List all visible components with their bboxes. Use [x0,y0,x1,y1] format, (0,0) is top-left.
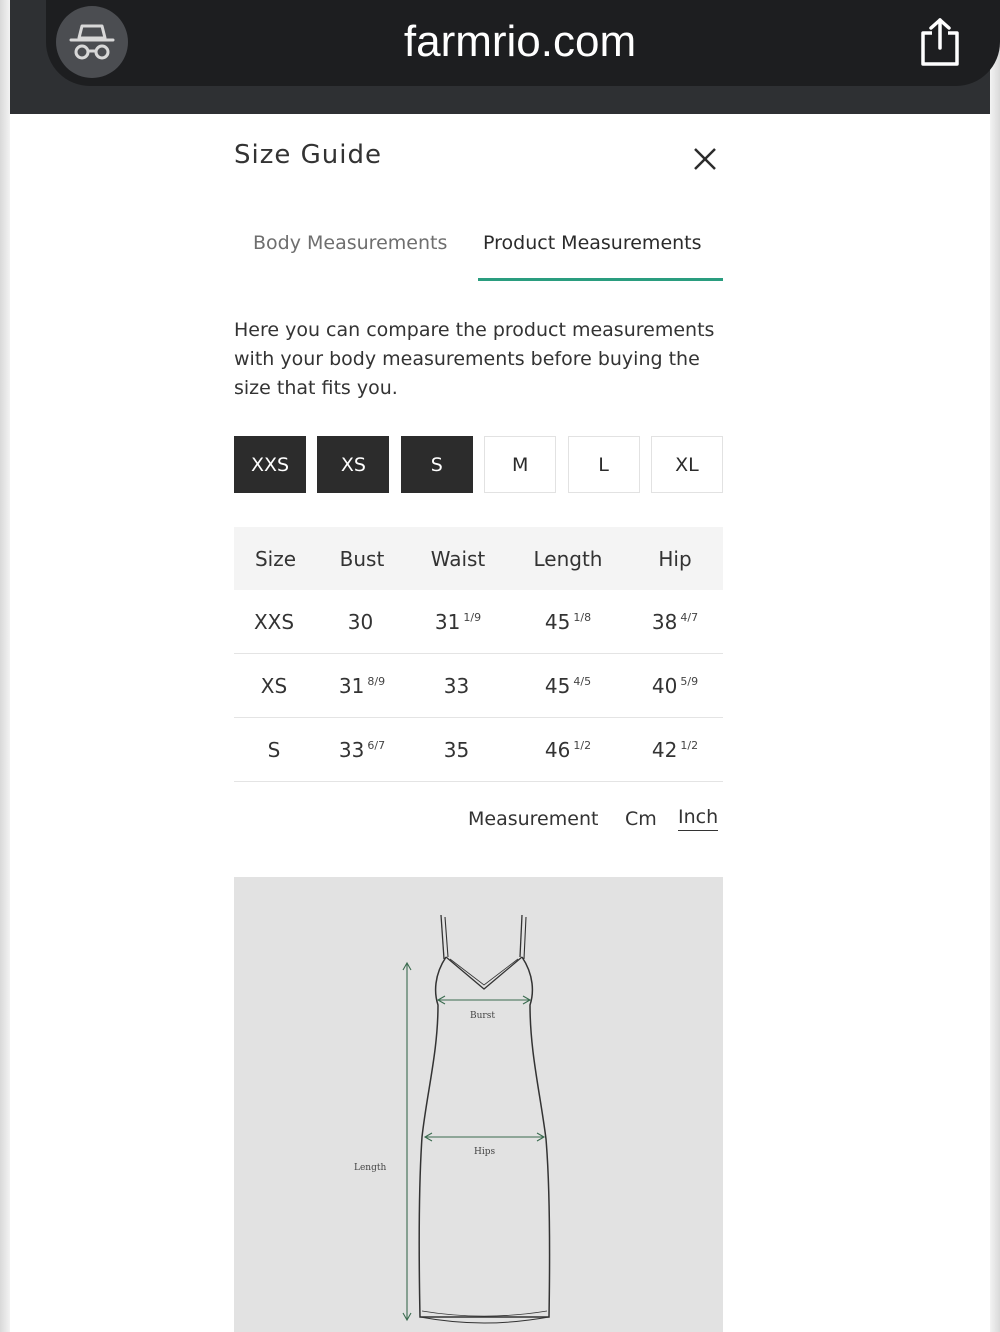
size-button-m[interactable]: M [484,436,556,493]
tab-product-measurements[interactable]: Product Measurements [483,232,702,254]
modal-title: Size Guide [234,140,382,170]
table-cell [317,610,407,634]
page-edge-right [990,0,1000,1332]
active-tab-indicator [478,278,723,281]
size-button-l[interactable]: L [568,436,640,493]
column-header: Waist [430,546,486,571]
cell-value: S [267,737,281,762]
size-selector [234,436,723,494]
cell-value: 35 [443,737,470,762]
column-header: Size [254,546,297,571]
column-header: Bust [339,546,385,571]
cell-fraction: 4/5 [573,674,592,688]
unit-option-inch[interactable]: Inch [678,804,718,831]
close-button[interactable] [688,142,722,176]
size-button-s[interactable]: S [401,436,473,493]
size-button-xs[interactable]: XS [317,436,389,493]
table-row [234,654,723,718]
table-row [234,718,723,782]
cell-fraction: 1/9 [463,610,482,624]
tab-body-measurements[interactable]: Body Measurements [253,232,448,254]
table-cell [234,610,317,634]
cell-fraction: 5/9 [680,674,699,688]
dress-illustration [234,877,723,1332]
table-cell [407,738,509,762]
length-label: Length [354,1163,387,1173]
table-cell [407,674,509,698]
size-guide-description: Here you can compare the product measurements with your body measurements before buying the size that fits you. [234,319,715,399]
cell-value: 38 [651,609,678,634]
table-cell [317,738,407,762]
table-header-row [234,527,723,590]
dress-measurement-diagram [234,877,723,1332]
page-edge-left [0,0,10,1332]
cell-fraction: 1/2 [573,738,592,752]
size-button-xxs[interactable]: XXS [234,436,306,493]
column-header: Hip [658,546,692,571]
cell-value: 42 [651,737,678,762]
cell-value: 40 [651,673,678,698]
cell-value: 46 [544,737,571,762]
incognito-button[interactable] [56,6,128,78]
cell-value: 33 [338,737,365,762]
cell-fraction: 4/7 [680,610,699,624]
table-cell [627,738,723,762]
size-button-xl[interactable]: XL [651,436,723,493]
url-text[interactable]: farmrio.com [403,17,637,66]
table-cell [407,610,509,634]
table-cell [234,674,317,698]
cell-value: XS [260,673,288,698]
unit-option-cm[interactable]: Cm [625,808,657,830]
table-cell [317,674,407,698]
table-cell [627,674,723,698]
cell-value: 30 [347,609,374,634]
table-cell [234,738,317,762]
measurements-table [234,527,723,782]
unit-label: Measurement [468,808,599,830]
share-icon [918,17,962,67]
browser-toolbar [10,0,990,114]
cell-fraction: 1/8 [573,610,592,624]
cell-value: XXS [253,609,295,634]
cell-value: 45 [544,673,571,698]
hips-label: Hips [474,1147,496,1157]
column-header: Length [533,546,603,571]
cell-fraction: 8/9 [367,674,386,688]
table-cell [509,610,627,634]
table-cell [627,610,723,634]
incognito-icon [69,22,115,62]
share-button[interactable] [912,14,968,70]
cell-value: 33 [443,673,470,698]
bust-label: Burst [470,1011,495,1021]
table-cell [509,738,627,762]
table-cell [509,674,627,698]
cell-fraction: 1/2 [680,738,699,752]
cell-value: 45 [544,609,571,634]
close-icon [688,142,722,176]
table-row [234,590,723,654]
cell-fraction: 6/7 [367,738,386,752]
cell-value: 31 [434,609,461,634]
cell-value: 31 [338,673,365,698]
